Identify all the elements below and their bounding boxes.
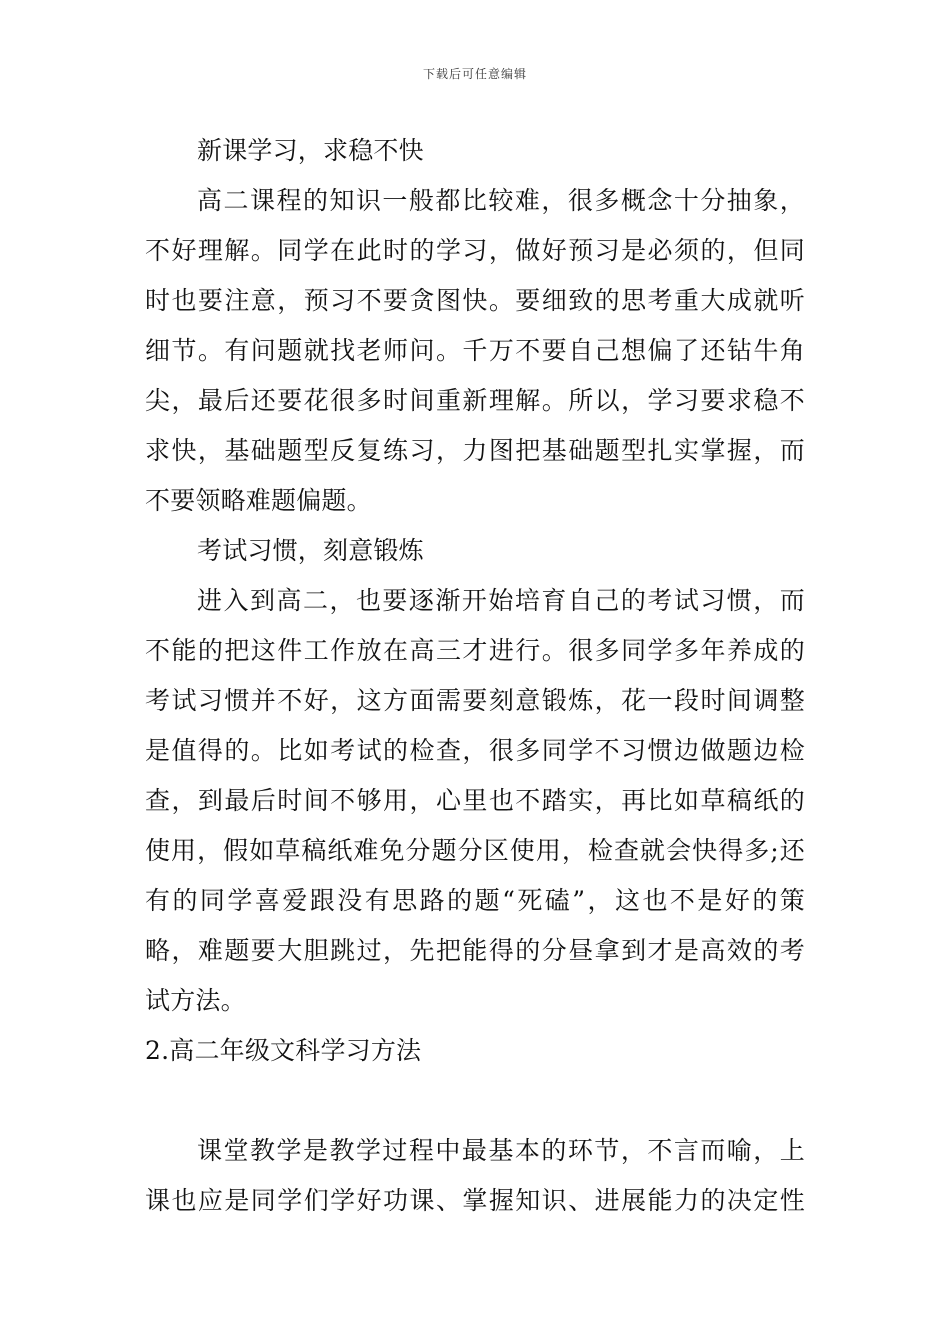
paragraph-exam-habits — [145, 576, 805, 1026]
paragraph-line: 使用，假如草稿纸难免分题分区使用，检查就会快得多;还 — [145, 836, 805, 865]
paragraph-line: 高二课程的知识一般都比较难，很多概念十分抽象， — [197, 186, 805, 215]
paragraph-line: 时也要注意，预习不要贪图快。要细致的思考重大成就听 — [145, 286, 805, 315]
paragraph-new-lessons — [145, 176, 805, 526]
paragraph-line: 考试习惯并不好，这方面需要刻意锻炼，花一段时间调整 — [145, 686, 805, 715]
section-heading-arts-study-methods: 2.高二年级文科学习方法 — [145, 1036, 422, 1065]
paragraph-classroom-teaching — [145, 1126, 805, 1226]
paragraph-line: 是值得的。比如考试的检查，很多同学不习惯边做题边检 — [145, 736, 805, 765]
page-header-note: 下载后可任意编辑 — [422, 67, 527, 81]
section-heading-exam-habits: 考试习惯，刻意锻炼 — [197, 536, 424, 565]
paragraph-line: 试方法。 — [145, 986, 246, 1015]
paragraph-line: 略，难题要大胆跳过，先把能得的分昼拿到才是高效的考 — [145, 936, 805, 965]
document-body — [145, 126, 805, 1226]
paragraph-line: 进入到高二，也要逐渐开始培育自己的考试习惯，而 — [197, 586, 805, 615]
paragraph-line: 不要领略难题偏题。 — [145, 486, 372, 515]
section-heading-new-lessons: 新课学习，求稳不快 — [197, 136, 424, 165]
paragraph-line: 不能的把这件工作放在高三才进行。很多同学多年养成的 — [145, 636, 805, 665]
paragraph-line: 课也应是同学们学好功课、掌握知识、进展能力的决定性 — [145, 1186, 805, 1215]
paragraph-line: 尖，最后还要花很多时间重新理解。所以，学习要求稳不 — [145, 386, 805, 415]
blank-line — [145, 1076, 805, 1126]
paragraph-line: 细节。有问题就找老师问。千万不要自己想偏了还钻牛角 — [145, 336, 805, 365]
paragraph-line: 求快，基础题型反复练习，力图把基础题型扎实掌握，而 — [145, 436, 805, 465]
paragraph-line: 课堂教学是教学过程中最基本的环节，不言而喻，上 — [197, 1136, 805, 1165]
paragraph-line: 查，到最后时间不够用，心里也不踏实，再比如草稿纸的 — [145, 786, 805, 815]
paragraph-line: 不好理解。同学在此时的学习，做好预习是必须的，但同 — [145, 236, 805, 265]
paragraph-line: 有的同学喜爱跟没有思路的题“死磕”，这也不是好的策 — [145, 886, 805, 915]
